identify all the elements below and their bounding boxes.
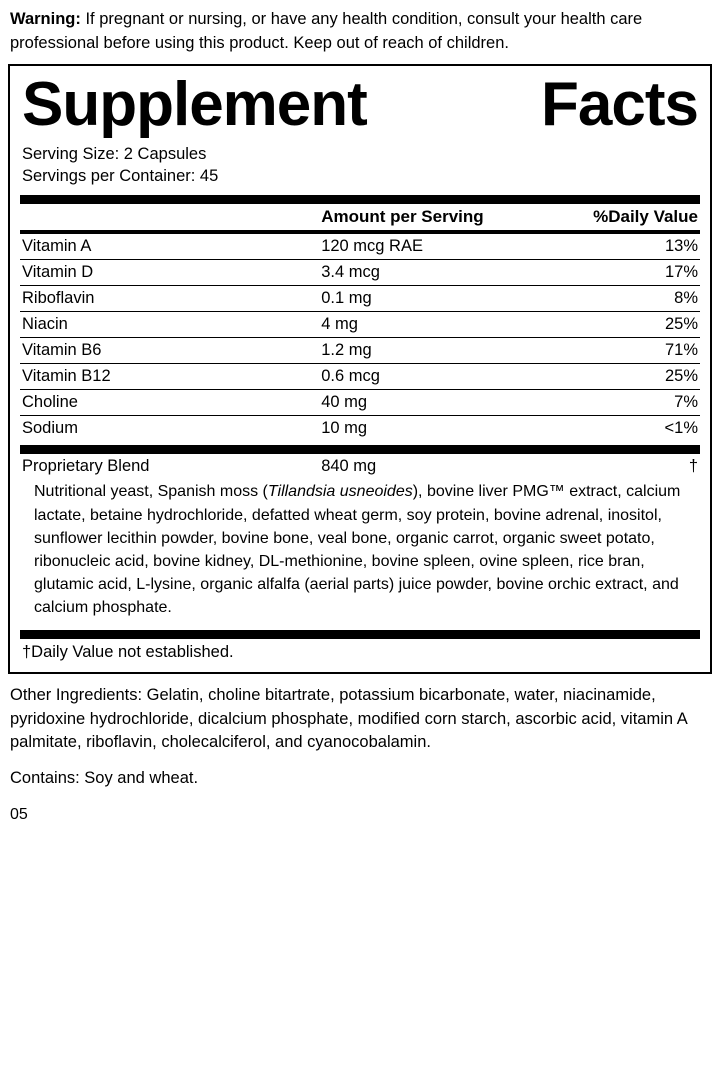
blend-ingredients bbox=[20, 479, 700, 625]
header-nutrient bbox=[20, 204, 319, 230]
nutrient-amount: 0.1 mg bbox=[319, 286, 550, 312]
nutrient-amount: 120 mcg RAE bbox=[321, 237, 423, 256]
nutrient-name: Vitamin D bbox=[20, 260, 319, 286]
rule-below-blend bbox=[20, 630, 700, 639]
header-amount-per-serving: Amount per Serving bbox=[321, 207, 484, 227]
nutrient-amount: 3.4 mcg bbox=[319, 260, 550, 286]
nutrient-dv: 17% bbox=[550, 260, 700, 286]
proprietary-blend-table bbox=[20, 454, 700, 479]
blend-dv: † bbox=[688, 457, 698, 476]
nutrient-amount: 40 mg bbox=[319, 390, 550, 416]
contains-statement: Contains: Soy and wheat. bbox=[10, 769, 199, 788]
nutrient-dv: 7% bbox=[550, 390, 700, 416]
blend-desc-latin-name: Tillandsia usneoides bbox=[267, 483, 413, 501]
warning-block bbox=[8, 0, 712, 62]
revision-code: 05 bbox=[10, 806, 28, 824]
nutrient-dv: 13% bbox=[664, 237, 698, 256]
nutrient-dv: 71% bbox=[550, 338, 700, 364]
daily-value-footnote: †Daily Value not established. bbox=[22, 642, 234, 661]
nutrient-name: Riboflavin bbox=[20, 286, 319, 312]
table-row bbox=[20, 312, 700, 338]
nutrient-dv: <1% bbox=[550, 416, 700, 442]
nutrition-table bbox=[20, 204, 700, 230]
nutrient-name: Vitamin A bbox=[22, 237, 92, 256]
table-row bbox=[20, 260, 700, 286]
blend-desc-post: ), bovine liver PMG™ extract, calcium lactate, betaine hydrochloride, defatted wheat germ, soy protein, bovine adrenal, inositol, sunflower lecithin powder, bovine bone, veal bone, organic carrot, organic sweet potato, ribonucleic acid, bovine kidney, DL-methionine, bovine spleen, ovine spleen, rice bran, glutamic acid, L-lysine, organic alfalfa (aerial parts) juice powder, bovine orchic extract, and calcium phosphate. bbox=[34, 483, 681, 617]
supplement-facts-panel bbox=[8, 64, 712, 674]
serving-size: Serving Size: 2 Capsules bbox=[22, 144, 207, 163]
nutrient-dv: 25% bbox=[550, 364, 700, 390]
nutrient-amount: 0.6 mcg bbox=[319, 364, 550, 390]
nutrient-name: Niacin bbox=[20, 312, 319, 338]
nutrient-name: Sodium bbox=[20, 416, 319, 442]
warning-text: If pregnant or nursing, or have any health condition, consult your health care professional before using this product. Keep out of reach of children. bbox=[10, 10, 643, 52]
table-row bbox=[20, 454, 700, 479]
servings-per-container: Servings per Container: 45 bbox=[22, 167, 219, 186]
serving-info bbox=[20, 141, 700, 192]
warning-label: Warning: bbox=[10, 10, 81, 28]
blend-desc-pre: Nutritional yeast, Spanish moss ( bbox=[34, 483, 268, 501]
supplement-facts-title bbox=[20, 70, 700, 141]
nutrient-rows-table bbox=[20, 234, 700, 441]
title-word-supplement: Supplement bbox=[22, 69, 367, 139]
table-row bbox=[20, 286, 700, 312]
nutrient-dv: 25% bbox=[550, 312, 700, 338]
nutrient-amount: 1.2 mg bbox=[319, 338, 550, 364]
rule-thick-top bbox=[20, 195, 700, 204]
nutrient-name: Vitamin B12 bbox=[20, 364, 319, 390]
nutrient-amount: 4 mg bbox=[319, 312, 550, 338]
table-header-row bbox=[20, 204, 700, 230]
nutrient-name: Choline bbox=[20, 390, 319, 416]
table-row bbox=[20, 364, 700, 390]
table-row bbox=[20, 234, 700, 260]
blend-amount: 840 mg bbox=[321, 457, 377, 476]
header-daily-value: %Daily Value bbox=[593, 207, 698, 227]
other-ingredients: Other Ingredients: Gelatin, choline bitartrate, potassium bicarbonate, water, niacinamide, pyridoxine hydrochloride, dicalcium phosphate, modified corn starch, ascorbic acid, vitamin A palmitate, riboflavin, cholecalciferol, and cyanocobalamin. bbox=[10, 685, 687, 752]
blend-name: Proprietary Blend bbox=[22, 457, 150, 476]
table-row bbox=[20, 416, 700, 442]
title-word-facts: Facts bbox=[541, 69, 698, 139]
nutrient-dv: 8% bbox=[550, 286, 700, 312]
rule-above-blend bbox=[20, 445, 700, 454]
nutrient-name: Vitamin B6 bbox=[20, 338, 319, 364]
table-row bbox=[20, 338, 700, 364]
nutrient-amount: 10 mg bbox=[319, 416, 550, 442]
table-row bbox=[20, 390, 700, 416]
